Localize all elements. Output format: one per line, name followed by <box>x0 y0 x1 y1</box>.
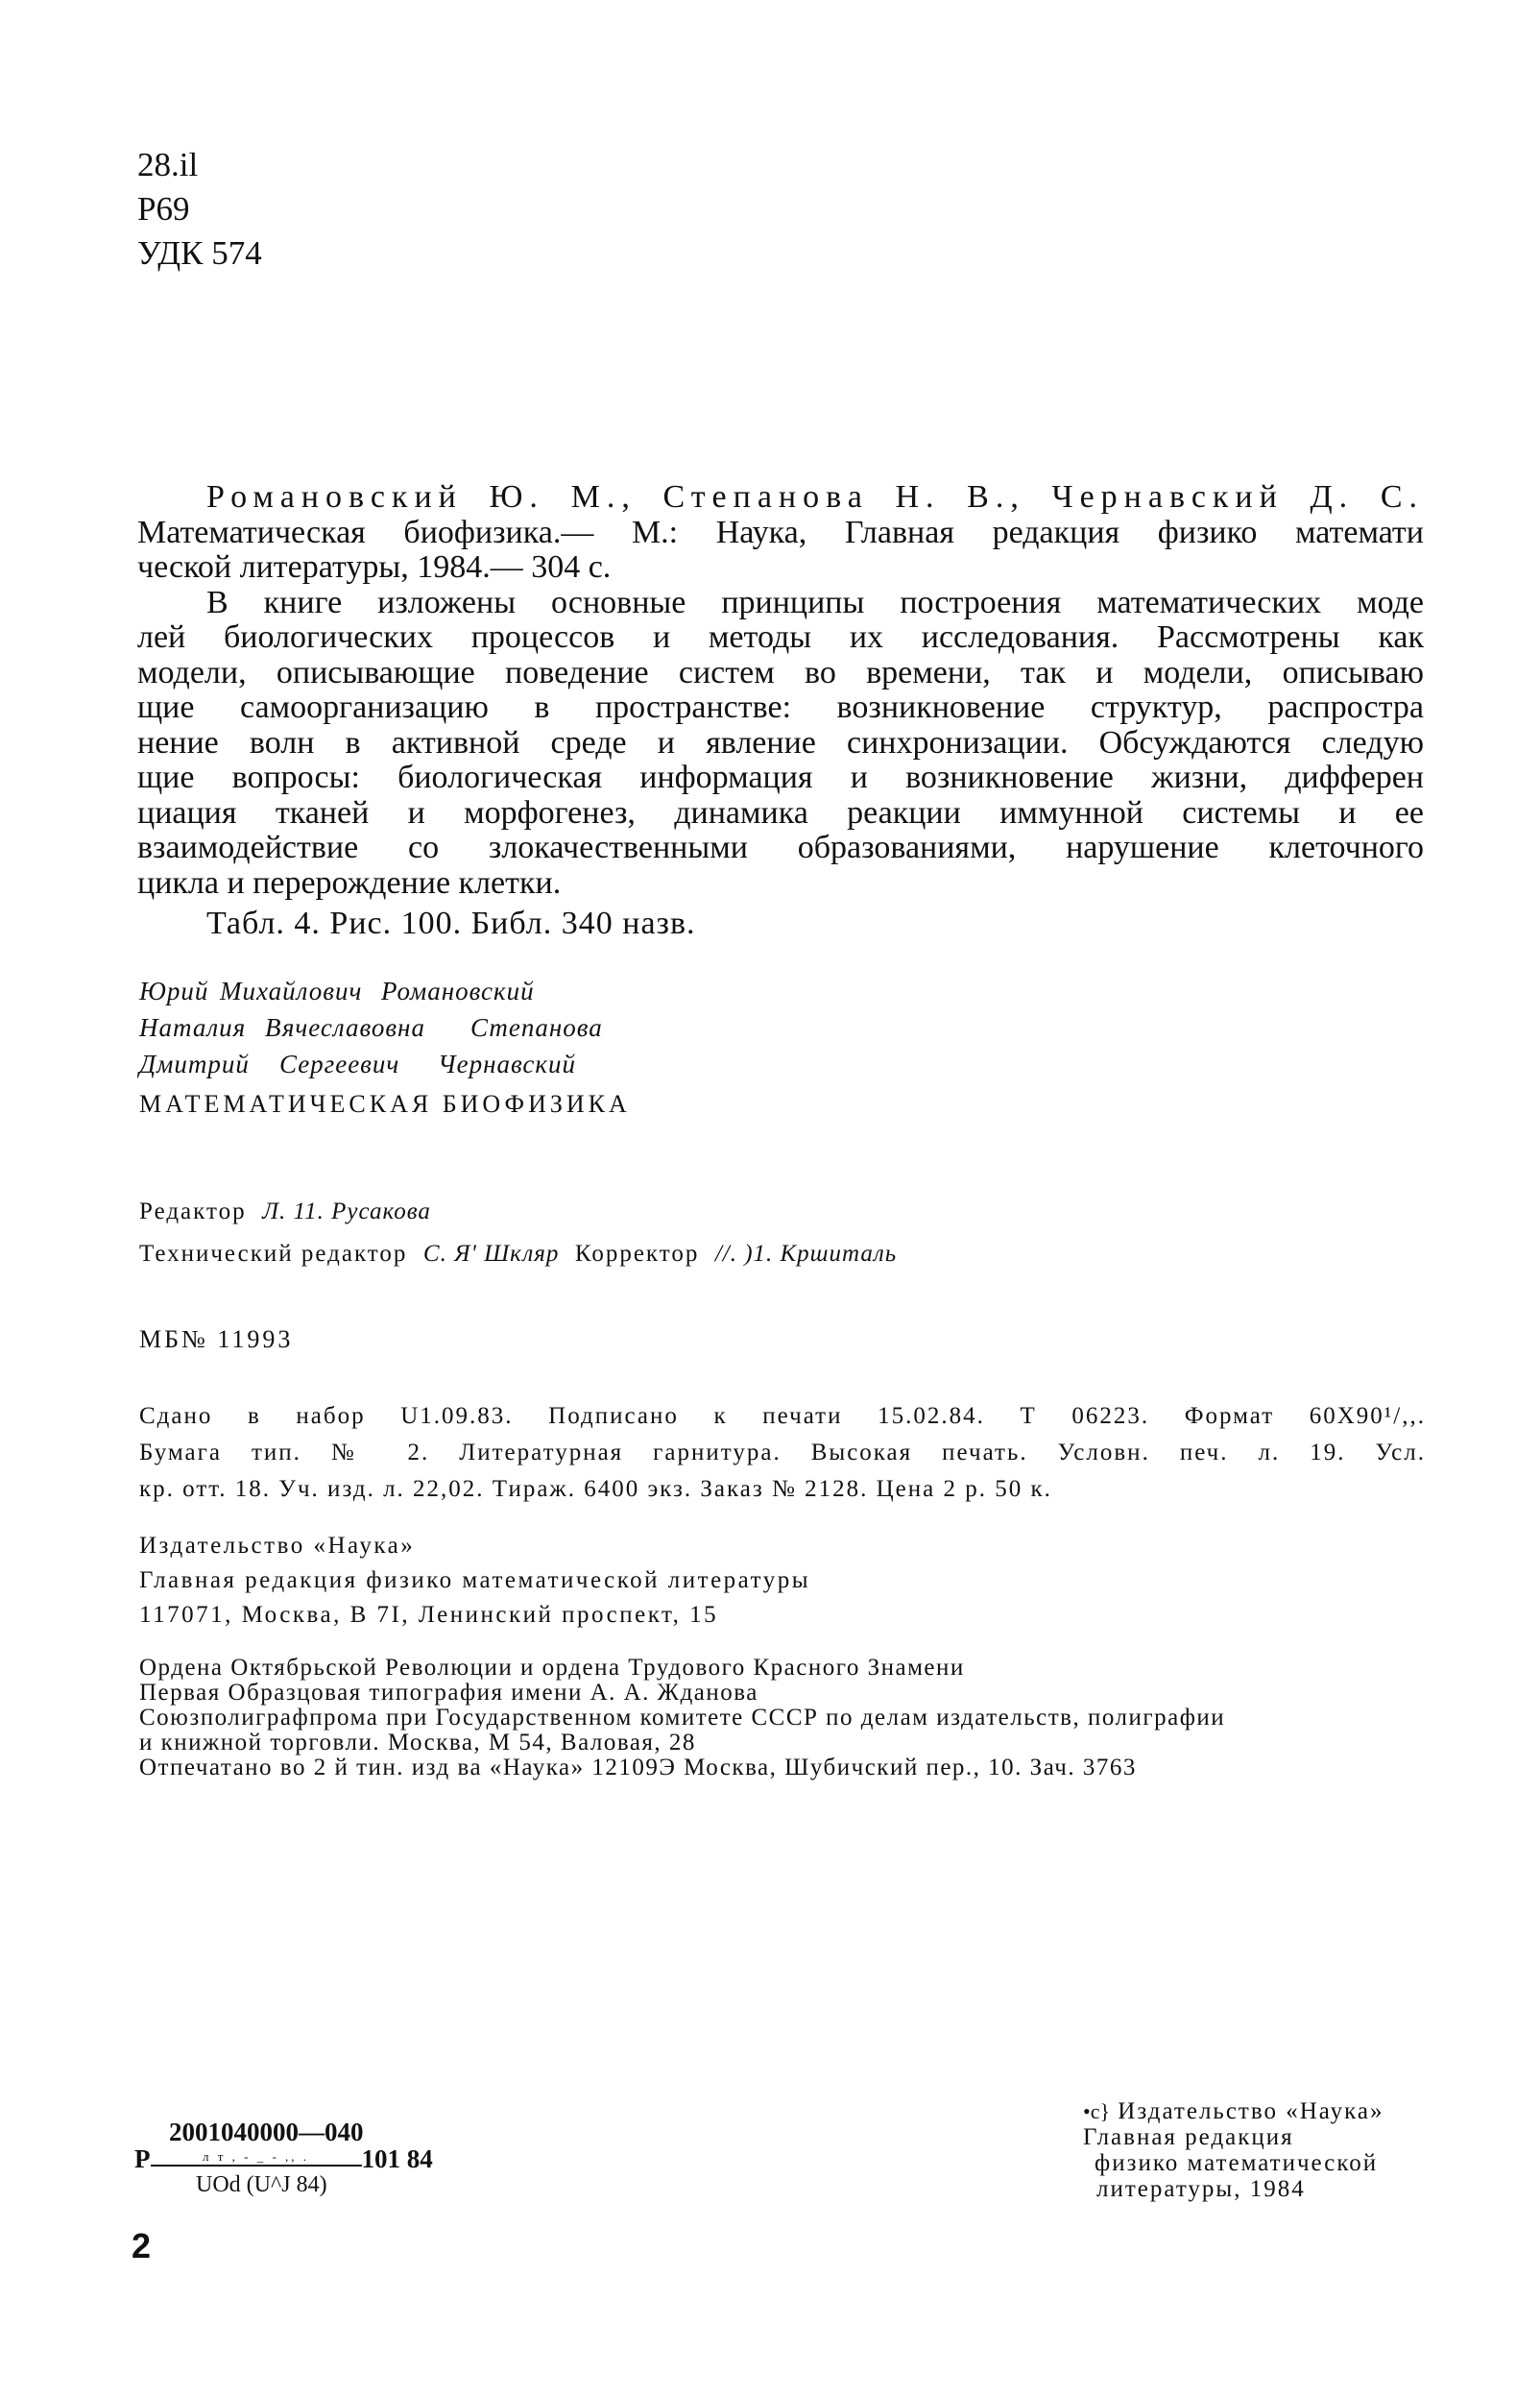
copyright-line: физико математической <box>1095 2150 1379 2176</box>
printer-line: Ордена Октябрьской Революции и ордена Трудового Красного Знамени <box>139 1655 965 1681</box>
abstract-line: модели, описывающие поведение систем во времени, так и модели, описываю <box>137 654 1424 690</box>
author-first-name: Наталия <box>139 1013 247 1042</box>
author-patronymic: Сергеевич <box>279 1050 400 1078</box>
mb-number: МБ№ 11993 <box>139 1325 294 1353</box>
catalog-code-suffix: 101 84 <box>361 2144 433 2173</box>
printer-line: Первая Образцовая типография имени А. А. Жданова <box>139 1680 758 1706</box>
printer-line: Отпечатано во 2 й тин. изд ва «Наука» 12109Э Москва, Шубичский пер., 10. Зач. 3763 <box>139 1755 1137 1780</box>
author-first-name: Юрий <box>139 977 209 1005</box>
author-surname: Степанова <box>470 1013 603 1042</box>
page-number: 2 <box>132 2226 152 2265</box>
abstract-stats: Табл. 4. Рис. 100. Библ. 340 назв. <box>206 906 696 941</box>
publication-line: кр. отт. 18. Уч. изд. л. 22,02. Тираж. 6400 экз. Заказ № 2128. Цена 2 р. 50 к. <box>139 1476 1052 1502</box>
author-2 <box>139 1009 631 1046</box>
corrector-name: //. )1. Кршиталь <box>714 1241 898 1267</box>
editor-credit <box>139 1198 431 1225</box>
abstract-line: В книге изложены основные принципы построения математических моде <box>206 584 1424 620</box>
catalog-code-middle <box>134 2144 433 2174</box>
copyright-line: литературы, 1984 <box>1096 2176 1306 2202</box>
authors-block <box>139 973 631 1123</box>
corrector-label: Корректор <box>574 1241 700 1267</box>
abstract-line: щие самоорганизацию в пространстве: возникновение структур, распростра <box>137 690 1424 725</box>
printer-line: и книжной торговли. Москва, М 54, Валовая, 28 <box>139 1730 696 1755</box>
tech-editor-name: С. Я' Шкляр <box>422 1241 560 1267</box>
author-surname: Чернавский <box>438 1050 576 1078</box>
editor-name: Л. 11. Русакова <box>262 1198 431 1224</box>
copyright-icon: •c} <box>1083 2099 1111 2123</box>
publisher-block <box>139 1529 810 1633</box>
publisher-line: Издательство «Наука» <box>139 1533 416 1559</box>
publisher-line: Главная редакция физико математической литературы <box>139 1567 811 1593</box>
publication-info <box>139 1398 1426 1508</box>
catalog-code-top: 2001040000—040 <box>169 2118 364 2146</box>
publisher-line: 117071, Москва, В 7I, Ленинский проспект, 15 <box>139 1602 719 1628</box>
author-patronymic: Вячеславовна <box>265 1013 425 1042</box>
abstract-line: Математическая биофизика.— М.: Наука, Главная редакция физико математи <box>137 514 1424 550</box>
copyright-line: Главная редакция <box>1083 2124 1294 2150</box>
abstract-line: взаимодействие со злокачественными образованиями, нарушение клеточного <box>137 830 1424 865</box>
abstract-line: ческой литературы, 1984.— 304 с. <box>137 549 612 585</box>
catalog-code-fraction: л т , - _ - ,, . <box>151 2149 362 2167</box>
tech-editor-credit <box>139 1241 897 1268</box>
copyright-line: Издательство «Наука» <box>1118 2098 1384 2124</box>
printer-block <box>139 1656 1225 1780</box>
author-mark: P69 <box>137 190 190 228</box>
tech-editor-label: Технический редактор <box>139 1241 408 1267</box>
abstract-line: нение волн в активной среде и явление синхронизации. Обсуждаются следую <box>137 724 1424 761</box>
abstract-line: Романовский Ю. М., Степанова Н. В., Чернавский Д. С. <box>206 479 1424 515</box>
copyright-block <box>1083 2098 1384 2202</box>
bbk-index: 28.il <box>137 146 199 183</box>
catalog-code-bottom: UOd (U^J 84) <box>196 2172 327 2197</box>
abstract-block <box>137 480 1424 942</box>
author-1 <box>139 973 631 1009</box>
printer-line: Союзполиграфпрома при Государственном комитете СССР по делам издательств, полиграфии <box>139 1705 1226 1731</box>
udc-index: УДК 574 <box>137 234 262 272</box>
book-title: МАТЕМАТИЧЕСКАЯ БИОФИЗИКА <box>139 1090 631 1118</box>
abstract-line: лей биологических процессов и методы их исследования. Рассмотрены как <box>137 619 1424 655</box>
catalog-code-prefix: P <box>134 2144 151 2173</box>
abstract-line: циация тканей и морфогенез, динамика реакции иммунной системы и ее <box>137 794 1424 831</box>
publication-line: Бумага тип. № 2. Литературная гарнитура. Высокая печать. Условн. печ. л. 19. Усл. <box>139 1440 1426 1465</box>
author-patronymic: Михайлович <box>220 977 363 1005</box>
publication-line: Сдано в набор U1.09.83. Подписано к печати 15.02.84. Т 06223. Формат 60X90¹/,,. <box>139 1403 1426 1429</box>
author-3 <box>139 1046 631 1082</box>
author-surname: Романовский <box>381 977 535 1005</box>
editor-label: Редактор <box>139 1198 247 1224</box>
author-first-name: Дмитрий <box>139 1050 250 1078</box>
abstract-line: цикла и перерождение клетки. <box>137 864 562 901</box>
abstract-line: щие вопросы: биологическая информация и возникновение жизни, дифферен <box>137 760 1424 795</box>
